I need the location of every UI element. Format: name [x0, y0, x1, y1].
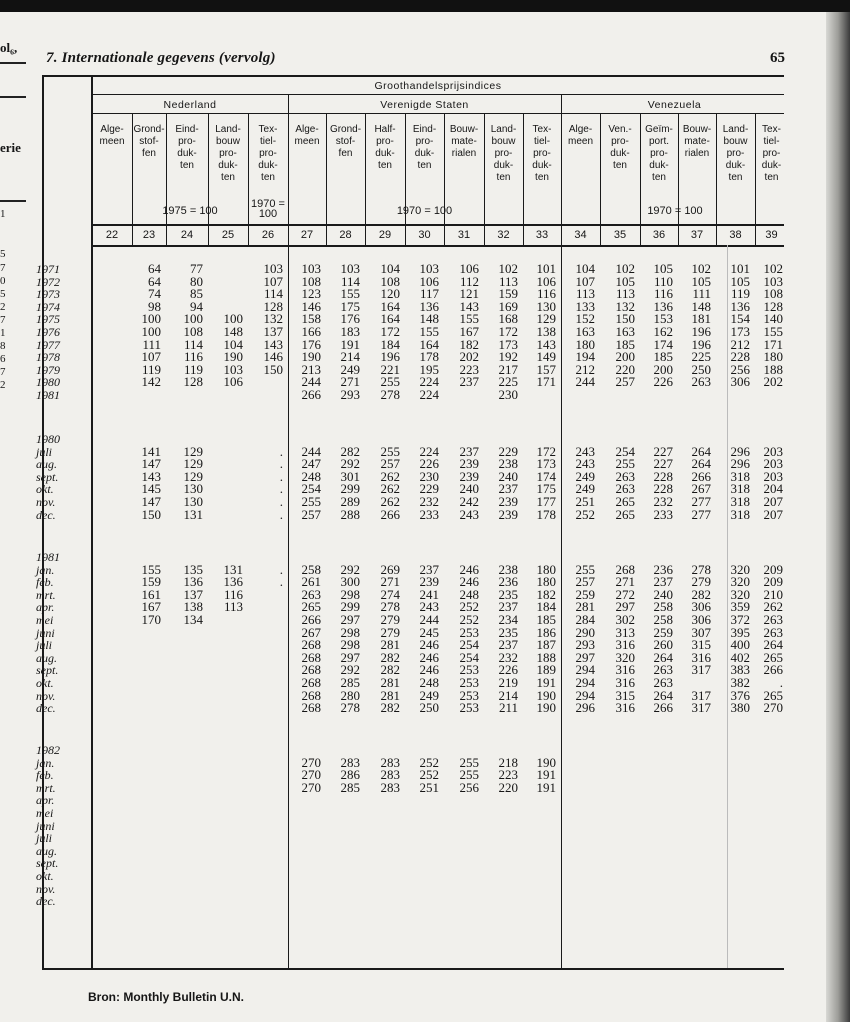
table-column-values: 101 105 119 136 154 173 212 228 256 306 — [730, 261, 750, 390]
column-number: 24 — [180, 229, 194, 241]
table-column-values: 282 292 301 299 289 288 — [340, 443, 360, 522]
column-header: Tex- tiel- pro- duk- ten — [761, 124, 782, 183]
column-number: 34 — [574, 229, 587, 241]
country-nederland: Nederland — [163, 99, 217, 111]
margin-fragment: 7 — [0, 366, 6, 378]
table-column-values: 135 136 137 138 134 — [183, 561, 203, 627]
group-rule — [92, 94, 784, 95]
table-column-values — [132, 744, 161, 782]
table-column-values — [640, 744, 673, 782]
column-number: 29 — [378, 229, 392, 241]
table-column-values: 252 252 251 — [419, 754, 439, 795]
page-number: 65 — [770, 50, 785, 66]
table-column-values: 264 264 266 267 277 277 — [691, 443, 711, 522]
table-column-values — [561, 744, 595, 782]
table-column-values: 102 103 108 128 140 155 171 180 188 202 — [763, 261, 783, 390]
table-column-values — [92, 433, 127, 509]
table-column-values — [92, 744, 127, 782]
table-column-values — [716, 744, 750, 782]
margin-rule — [0, 200, 26, 202]
colnum-rule — [92, 245, 784, 247]
source-note: Bron: Monthly Bulletin U.N. — [88, 990, 244, 1004]
table-column-values: 203 203 203 204 207 207 — [763, 443, 783, 522]
column-header: Tex- tiel- pro- duk- ten — [532, 124, 552, 183]
country-separator — [288, 94, 289, 968]
table-column-values: 236 237 240 258 258 259 260 264 263 263 264 266 — [653, 561, 673, 716]
column-header: Eind- pro- duk- ten — [175, 124, 199, 171]
column-number: 31 — [457, 229, 471, 241]
row-labels: 1982 jan. feb. mrt. apr. mei juni juli aug. sept. okt. nov. dec. — [36, 743, 60, 909]
table-column-values: 180 180 182 184 185 186 187 188 189 191 190 190 — [536, 561, 556, 716]
table-column-values — [208, 744, 243, 782]
table-column-values: 103 114 155 175 176 183 191 214 249 271 293 — [340, 261, 360, 402]
margin-fragment: ol₆, — [0, 40, 18, 55]
table-column-values: 269 271 274 278 279 279 281 282 282 281 281 282 — [380, 561, 400, 716]
table-column-values — [755, 744, 783, 782]
column-header: Land- bouw pro- duk- ten — [722, 124, 749, 183]
table-column-values: 103 106 117 136 148 155 164 178 195 224 224 — [419, 261, 439, 402]
table-column-values: 227 227 228 228 232 233 — [653, 443, 673, 522]
column-number: 36 — [652, 229, 666, 241]
column-header: Land- bouw pro- duk- ten — [490, 124, 517, 183]
margin-fragment: 2 — [0, 301, 6, 313]
table-column-values — [166, 744, 203, 782]
country-venezuela: Venezuela — [647, 99, 702, 111]
column-number: 25 — [221, 229, 235, 241]
table-column-values: 224 226 230 229 232 233 — [419, 443, 439, 522]
column-number: 32 — [497, 229, 510, 241]
base-rule — [92, 224, 784, 226]
column-header: Grond- stof- fen — [133, 124, 165, 159]
base-label-ve: 1970 = 100 — [647, 205, 703, 217]
row-labels: 1971 1972 1973 1974 1975 1976 1977 1978 1979 1980 1981 — [36, 262, 60, 402]
table-column-values: 172 173 174 175 177 178 — [536, 443, 556, 522]
table-column-values: 268 271 272 297 302 313 316 320 316 316 315 316 — [615, 561, 635, 716]
column-header: Tex- tiel- pro- duk- ten — [258, 124, 278, 183]
table-column-values: 141 147 143 145 147 150 — [141, 443, 161, 522]
column-header: Half- pro- duk- ten — [374, 124, 396, 171]
margin-fragment: erie — [0, 140, 21, 155]
table-column-values: 102 105 113 132 150 163 185 200 220 257 — [615, 261, 635, 390]
column-number: 38 — [729, 229, 742, 241]
table-column-values: 270 270 270 — [301, 754, 321, 795]
table-column-values: 296 296 318 318 318 318 — [730, 443, 750, 522]
column-header: Bouw- mate- rialen — [682, 124, 712, 159]
table-column-values: 320 320 320 359 372 395 400 402 383 382 376 380 — [730, 561, 750, 716]
table-column-values: 238 236 235 237 234 235 237 232 226 219 214 211 — [498, 561, 518, 716]
margin-fragment: 8 — [0, 340, 6, 352]
table-column-values — [600, 744, 635, 782]
table-column-values: 103 108 123 146 158 166 176 190 213 244 266 — [301, 261, 321, 402]
column-number: 30 — [418, 229, 431, 241]
table-column-values: 278 279 282 306 306 307 315 316 317 317 317 — [691, 561, 711, 716]
column-number: 33 — [535, 229, 549, 241]
base-label-nl: 1975 = 100 — [162, 205, 218, 217]
column-header: Alge- meen — [567, 124, 593, 147]
table-column-values: 103 107 114 128 132 137 143 146 150 — [263, 261, 283, 377]
table-column-values — [678, 744, 711, 782]
table-column-values: 129 129 129 130 130 131 — [183, 443, 203, 522]
row-labels: 1981 jan. feb. mrt. apr. mei juni juli aug. sept. okt. nov. dec. — [36, 550, 60, 716]
table-column-values: 237 239 241 243 244 245 246 246 246 248 249 250 — [419, 561, 439, 716]
table-column-values: . . — [279, 561, 283, 590]
country-separator — [561, 94, 562, 968]
table-column-values — [92, 551, 127, 702]
column-number: 28 — [339, 229, 352, 241]
table-column-values: 131 136 116 113 — [223, 561, 243, 615]
margin-rule — [0, 96, 26, 98]
base-label-nl-textile: 1970 = 100 — [251, 198, 285, 220]
table-column-values: 102 105 111 148 181 196 196 225 250 263 — [691, 261, 711, 390]
table-column-values — [248, 744, 283, 782]
table-column-values: 229 238 240 237 239 239 — [498, 443, 518, 522]
table-column-values — [208, 433, 243, 509]
table-column-values: 209 209 210 262 263 263 264 265 266 . 265 270 — [763, 561, 783, 716]
column-number: 37 — [690, 229, 704, 241]
table-column-values — [92, 263, 127, 389]
book-spine — [826, 12, 850, 1022]
group-header: Groothandelsprijsindices — [374, 80, 502, 92]
table-column-values: 283 286 285 — [340, 754, 360, 795]
column-number: 27 — [300, 229, 314, 241]
table-column-values: 258 261 263 265 266 267 268 268 268 268 268 268 — [301, 561, 321, 716]
table-column-values: 292 300 298 299 297 298 298 297 292 285 280 278 — [340, 561, 360, 716]
table-column-values: 255 255 256 — [459, 754, 479, 795]
table-column-values: 243 243 249 249 251 252 — [575, 443, 595, 522]
column-number: 22 — [105, 229, 119, 241]
table-column-values: 104 108 120 164 164 172 184 196 221 255 278 — [380, 261, 400, 402]
margin-fragment: 5 — [0, 288, 6, 300]
table-column-values: 190 191 191 — [536, 754, 556, 795]
column-header: Ven.- pro- duk- ten — [608, 124, 632, 171]
table-column-values: 102 113 159 169 168 172 173 192 217 225 230 — [498, 261, 518, 402]
column-number: 39 — [765, 229, 778, 241]
column-header: Bouw- mate- rialen — [449, 124, 479, 159]
margin-fragment: 7 — [0, 314, 6, 326]
column-header: Land- bouw pro- duk- ten — [215, 124, 241, 183]
margin-fragment: 2 — [0, 379, 6, 391]
column-number: 26 — [261, 229, 275, 241]
margin-fragment: 7 — [0, 262, 6, 274]
table-column-values: 283 283 283 — [380, 754, 400, 795]
column-number: 35 — [613, 229, 627, 241]
base-label-us: 1970 = 100 — [396, 205, 453, 217]
page-title: 7. Internationale gegevens (vervolg) — [46, 50, 276, 66]
table-column-values: 105 110 116 136 153 162 174 185 200 226 — [653, 261, 673, 390]
column-header: Eind- pro- duk- ten — [412, 124, 437, 171]
column-number: 23 — [142, 229, 156, 241]
table-column-values: 218 223 220 — [498, 754, 518, 795]
row-labels: 1980 juli aug. sept. okt. nov. dec. — [36, 432, 60, 522]
table-column-values: 255 257 262 262 262 266 — [380, 443, 400, 522]
table-column-values: 106 112 121 143 155 167 182 202 223 237 — [459, 261, 479, 390]
table-column-values: 155 159 161 167 170 — [141, 561, 161, 627]
table-column-values: 255 257 259 281 284 290 293 297 294 294 294 296 — [575, 561, 595, 716]
margin-fragment: 1 — [0, 208, 6, 220]
table-column-values: 237 239 239 240 242 243 — [459, 443, 479, 522]
table-column-values: 101 106 116 130 129 138 143 149 157 171 — [536, 261, 556, 390]
table-column-values: 104 107 113 133 152 163 180 194 212 244 — [575, 261, 595, 390]
margin-fragment: 5 — [0, 248, 6, 260]
margin-rule — [0, 62, 26, 64]
table-column-values: . . . . . . — [279, 443, 283, 522]
table-top-rule — [42, 75, 784, 77]
table-column-values: 254 255 263 263 265 265 — [615, 443, 635, 522]
label-column-rule — [91, 75, 93, 970]
column-header: Alge- meen — [99, 124, 125, 147]
column-header: Geïm- port. pro- duk- ten — [645, 124, 673, 183]
table-column-values: 246 246 248 252 252 253 254 254 253 253 253 253 — [459, 561, 479, 716]
table-column-values: 100 148 104 190 103 106 — [223, 311, 243, 390]
column-header: Grond- stof- fen — [329, 124, 362, 159]
column-header: Alge- meen — [294, 124, 320, 147]
table-bottom-rule — [42, 968, 784, 970]
margin-fragment: 6 — [0, 353, 6, 365]
country-rule — [92, 113, 784, 114]
table-column-values: 244 247 248 254 255 257 — [301, 443, 321, 522]
margin-fragment: 0 — [0, 275, 6, 287]
table-column-values: 77 80 85 94 100 108 114 116 119 128 — [183, 261, 203, 390]
country-verenigde-staten: Verenigde Staten — [380, 99, 469, 111]
margin-fragment: 1 — [0, 327, 6, 339]
table-column-values: 64 64 74 98 100 100 111 107 119 142 — [141, 261, 161, 390]
